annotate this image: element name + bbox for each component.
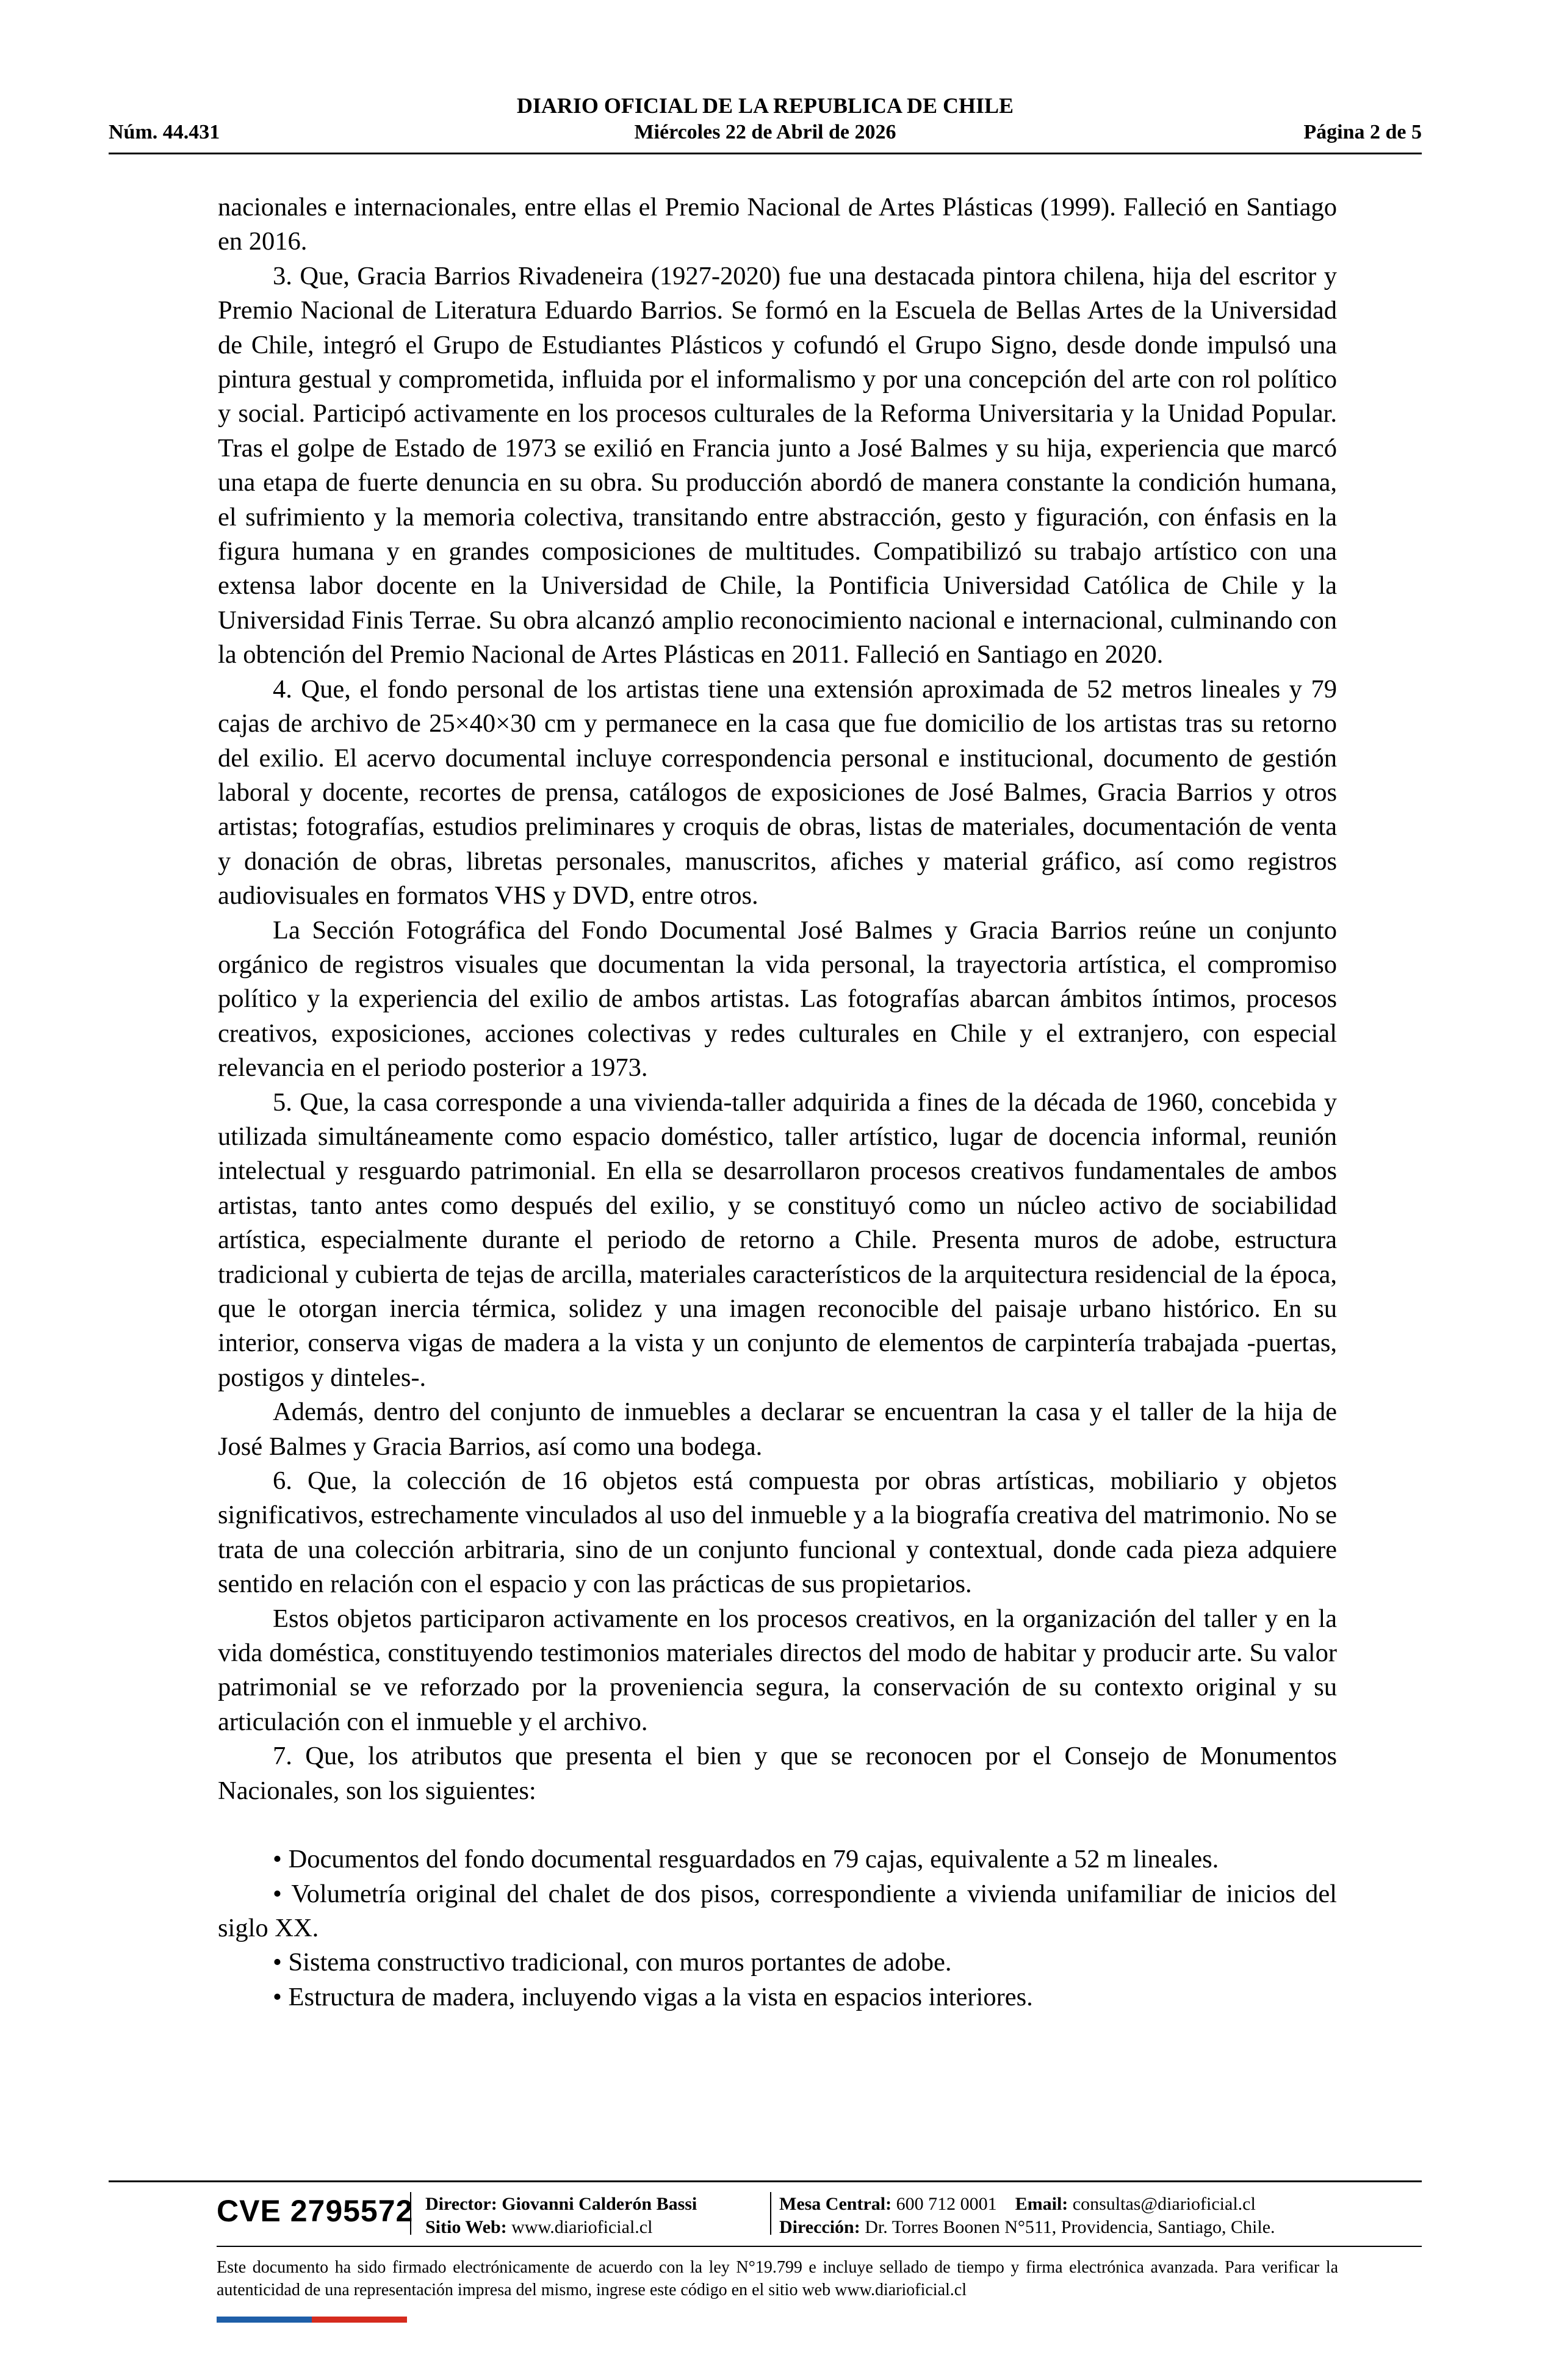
email-label: Email: [1015,2194,1068,2214]
publication-title: DIARIO OFICIAL DE LA REPUBLICA DE CHILE [516,93,1014,118]
footer-divider [109,2180,1422,2182]
phone-number: 600 712 0001 [896,2194,997,2214]
bullet-item: • Sistema constructivo tradicional, con muros portantes de adobe. [273,1948,952,1977]
phone-label: Mesa Central: [779,2194,892,2214]
footer-divider-secondary [217,2246,1422,2247]
issue-date: Miércoles 22 de Abril de 2026 [634,121,896,143]
web-link[interactable]: www.diarioficial.cl [511,2217,653,2237]
email-link[interactable]: consultas@diarioficial.cl [1072,2194,1256,2214]
page-header [109,93,1422,154]
cve-code: CVE 2795572 [217,2194,414,2228]
director-name: Giovanni Calderón Bassi [502,2194,697,2214]
flag-blue-segment [217,2317,312,2323]
paragraph: 3. Que, Gracia Barrios Rivadeneira (1927-2020) fue una destacada pintora chilena, hija del escritor y Premio Nacional de Literatura Eduardo Barrios. Se formó en la Escuela de Bellas Artes de la Universidad de Chile, integró el Grupo de Estudiantes Plásticos y cofundó el Grupo Signo, desde donde impulsó una pintura gestual y comprometida, influida por el informalismo y por una concepción del arte con rol político y social. Participó activamente en los procesos culturales de la Reforma Universitaria y la Unidad Popular. Tras el golpe de Estado de 1973 se exilió en Francia junto a José Balmes y su hija, experiencia que marcó una etapa de fuerte denuncia en su obra. Su producción abordó de manera constante la condición humana, el sufrimiento y la memoria colectiva, transitando entre abstracción, gesto y figuración, con énfasis en la figura humana y en grandes composiciones de multitudes. Compatibilizó su trabajo artístico con una extensa labor docente en la Universidad de Chile, la Pontificia Universidad Católica de Chile y la Universidad Finis Terrae. Su obra alcanzó amplio reconocimiento nacional e internacional, culminando con la obtención del Premio Nacional de Artes Plásticas en 2011. Falleció en Santiago en 2020. [218,261,1337,669]
paragraph: nacionales e internacionales, entre ellas el Premio Nacional de Artes Plásticas (1999). Falleció en Santiago en 2016. [218,193,1337,256]
legal-notice: Este documento ha sido firmado electrónicamente de acuerdo con la ley N°19.799 e incluye sellado de tiempo y firma electrónica avanzada. Para verificar la autenticidad de una representación impresa del mismo, ingrese este código en el sitio web www.diarioficial.cl [217,2258,1338,2299]
paragraph: 5. Que, la casa corresponde a una vivienda-taller adquirida a fines de la década de 1960, concebida y utilizada simultáneamente como espacio doméstico, taller artístico, lugar de docencia informal, reunión intelectual y resguardo patrimonial. En ella se desarrollaron procesos creativos fundamentales de ambos artistas, tanto antes como después del exilio, y se constituyó como un núcleo activo de sociabilidad artística, especialmente durante el periodo de retorno a Chile. Presenta muros de adobe, estructura tradicional y cubierta de tejas de arcilla, materiales característicos de la arquitectura residencial de la época, que le otorgan inercia térmica, solidez y una imagen reconocible del paisaje urbano histórico. En su interior, conserva vigas de madera a la vista y un conjunto de elementos de carpintería trabajada -puertas, postigos y dinteles-. [218,1087,1337,1392]
address: Dr. Torres Boonen N°511, Providencia, Santiago, Chile. [865,2217,1275,2237]
page-number: Página 2 de 5 [1303,121,1422,143]
footer-separator [770,2192,771,2235]
director-label: Director: [425,2194,497,2214]
bullet-item: • Estructura de madera, incluyendo vigas a la vista en espacios interiores. [273,1982,1033,2011]
document-body [218,190,1337,2014]
header-divider [109,153,1422,154]
flag-stripe [217,2317,407,2323]
bullet-item: • Documentos del fondo documental resguardados en 79 cajas, equivalente a 52 m lineales. [273,1845,1219,1874]
paragraph: 7. Que, los atributos que presenta el bien y que se reconocen por el Consejo de Monumentos Nacionales, son los siguientes: [218,1742,1337,1805]
flag-red-segment [312,2317,407,2323]
bullet-item: • Volumetría original del chalet de dos pisos, correspondiente a vivienda unifamiliar de inicios del siglo XX. [218,1879,1337,1942]
paragraph: Además, dentro del conjunto de inmuebles a declarar se encuentran la casa y el taller de la hija de José Balmes y Gracia Barrios, así como una bodega. [218,1397,1337,1461]
issue-number: Núm. 44.431 [109,121,220,143]
footer-separator [410,2192,411,2235]
footer-director-block [425,2193,697,2239]
paragraph: La Sección Fotográfica del Fondo Documental José Balmes y Gracia Barrios reúne un conjunto orgánico de registros visuales que documentan la vida personal, la trayectoria artística, el compromiso político y la experiencia del exilio de ambos artistas. Las fotografías abarcan ámbitos íntimos, procesos creativos, exposiciones, acciones colectivas y redes culturales en Chile y el extranjero, con especial relevancia en el periodo posterior a 1973. [218,915,1337,1083]
paragraph: 4. Que, el fondo personal de los artistas tiene una extensión aproximada de 52 metros lineales y 79 cajas de archivo de 25×40×30 cm y permanece en la casa que fue domicilio de los artistas tras su retorno del exilio. El acervo documental incluye correspondencia personal e institucional, documento de gestión laboral y docente, recortes de prensa, catálogos de exposiciones de José Balmes, Gracia Barrios y otros artistas; fotografías, estudios preliminares y croquis de obras, listas de materiales, documentación de venta y donación de obras, libretas personales, manuscritos, afiches y material gráfico, así como registros audiovisuales en formatos VHS y DVD, entre otros. [218,674,1337,911]
paragraph: 6. Que, la colección de 16 objetos está compuesta por obras artísticas, mobiliario y objetos significativos, estrechamente vinculados al uso del inmueble y a la biografía creativa del matrimonio. No se trata de una colección arbitraria, sino de un conjunto funcional y contextual, donde cada pieza adquiere sentido en relación con el espacio y con las prácticas de sus propietarios. [218,1466,1337,1599]
address-label: Dirección: [779,2217,860,2237]
paragraph: Estos objetos participaron activamente en los procesos creativos, en la organización del taller y en la vida doméstica, constituyendo testimonios materiales directos del modo de habitar y producir arte. Su valor patrimonial se ve reforzado por la proveniencia segura, la conservación de su contexto original y su articulación con el inmueble y el archivo. [218,1604,1337,1736]
web-label: Sitio Web: [425,2217,507,2237]
footer-contact-block [779,2193,1275,2239]
